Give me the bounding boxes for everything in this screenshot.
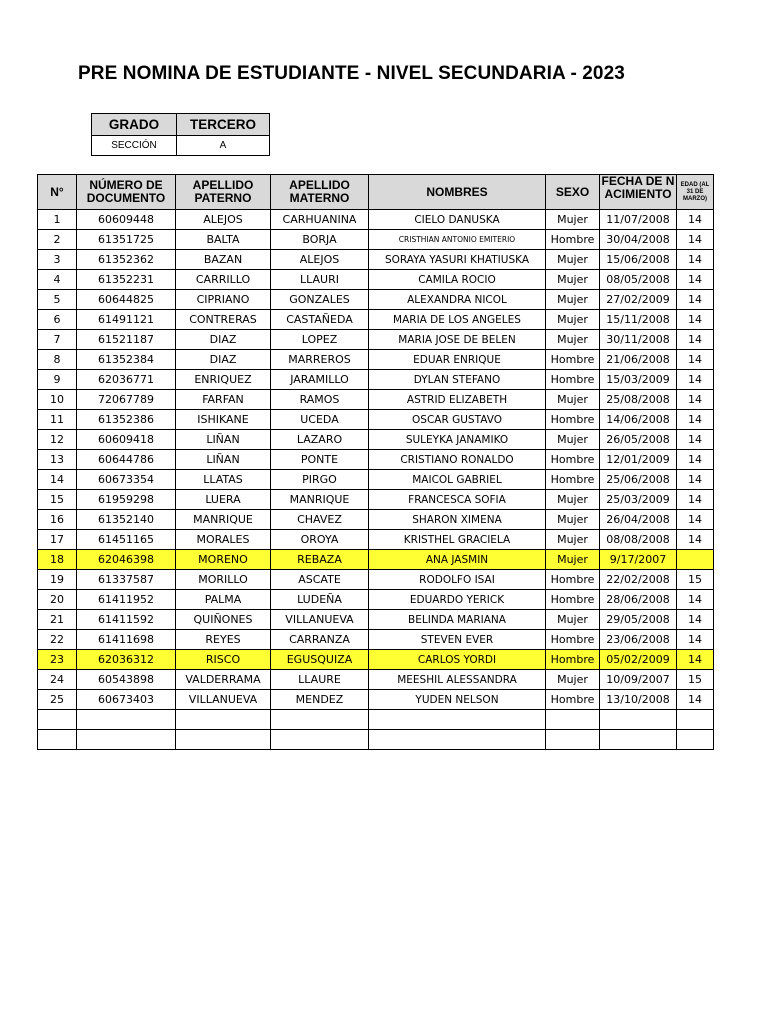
table-row — [38, 270, 714, 290]
header-apellido-paterno: APELLIDO PATERNO — [176, 175, 271, 210]
nombres-cell: DYLAN STEFANO — [369, 370, 546, 390]
document-number-cell: 61521187 — [77, 330, 176, 350]
table-row — [38, 330, 714, 350]
document-number-cell: 60609418 — [77, 430, 176, 450]
apellido-materno-cell: CARHUANINA — [271, 210, 369, 230]
apellido-paterno-cell: BALTA — [176, 230, 271, 250]
fecha-nacimiento-cell: 08/05/2008 — [600, 270, 677, 290]
nombres-cell: ASTRID ELIZABETH — [369, 390, 546, 410]
sexo-cell: Mujer — [546, 270, 600, 290]
table-row — [38, 630, 714, 650]
fecha-nacimiento-cell: 29/05/2008 — [600, 610, 677, 630]
grado-table — [91, 113, 270, 156]
document-number-cell: 72067789 — [77, 390, 176, 410]
apellido-materno-cell: JARAMILLO — [271, 370, 369, 390]
edad-cell: 14 — [677, 510, 714, 530]
nombres-cell — [369, 730, 546, 750]
header-sexo: SEXO — [546, 175, 600, 210]
table-row — [38, 690, 714, 710]
document-number-cell: 61351725 — [77, 230, 176, 250]
fecha-nacimiento-cell: 12/01/2009 — [600, 450, 677, 470]
fecha-nacimiento-cell: 23/06/2008 — [600, 630, 677, 650]
sexo-cell: Hombre — [546, 630, 600, 650]
table-row — [38, 590, 714, 610]
document-number-cell — [77, 710, 176, 730]
row-number-cell: 17 — [38, 530, 77, 550]
table-header-row — [38, 175, 714, 210]
header-documento: NÚMERO DE DOCUMENTO — [77, 175, 176, 210]
edad-cell: 14 — [677, 290, 714, 310]
sexo-cell: Hombre — [546, 230, 600, 250]
apellido-materno-cell: REBAZA — [271, 550, 369, 570]
document-number-cell: 62036771 — [77, 370, 176, 390]
row-number-cell — [38, 730, 77, 750]
nombres-cell — [369, 710, 546, 730]
apellido-materno-cell: LLAURE — [271, 670, 369, 690]
apellido-materno-cell: LLAURI — [271, 270, 369, 290]
edad-cell: 14 — [677, 210, 714, 230]
apellido-materno-cell: PIRGO — [271, 470, 369, 490]
header-fecha-nacimiento: FECHA DE NACIMIENTO — [600, 175, 677, 210]
edad-cell: 14 — [677, 330, 714, 350]
table-row — [38, 410, 714, 430]
table-row — [38, 370, 714, 390]
document-number-cell: 60673354 — [77, 470, 176, 490]
sexo-cell: Mujer — [546, 210, 600, 230]
nombres-cell: KRISTHEL GRACIELA — [369, 530, 546, 550]
row-number-cell: 23 — [38, 650, 77, 670]
fecha-nacimiento-cell: 25/03/2009 — [600, 490, 677, 510]
fecha-nacimiento-cell: 25/06/2008 — [600, 470, 677, 490]
apellido-paterno-cell: LIÑAN — [176, 450, 271, 470]
row-number-cell: 16 — [38, 510, 77, 530]
apellido-materno-cell: MARREROS — [271, 350, 369, 370]
edad-cell — [677, 710, 714, 730]
row-number-cell: 15 — [38, 490, 77, 510]
edad-cell — [677, 550, 714, 570]
sexo-cell: Hombre — [546, 370, 600, 390]
sexo-cell: Mujer — [546, 250, 600, 270]
nombres-cell: SHARON XIMENA — [369, 510, 546, 530]
sexo-cell: Hombre — [546, 450, 600, 470]
edad-cell: 14 — [677, 650, 714, 670]
document-number-cell: 60673403 — [77, 690, 176, 710]
apellido-materno-cell — [271, 730, 369, 750]
document-number-cell: 61959298 — [77, 490, 176, 510]
nombres-cell: YUDEN NELSON — [369, 690, 546, 710]
nombres-cell: CRISTIANO RONALDO — [369, 450, 546, 470]
fecha-nacimiento-cell — [600, 730, 677, 750]
sexo-cell: Mujer — [546, 390, 600, 410]
document-number-cell: 61337587 — [77, 570, 176, 590]
fecha-nacimiento-cell: 30/04/2008 — [600, 230, 677, 250]
table-row — [38, 430, 714, 450]
apellido-materno-cell: LAZARO — [271, 430, 369, 450]
apellido-paterno-cell: MORENO — [176, 550, 271, 570]
row-number-cell: 2 — [38, 230, 77, 250]
edad-cell: 14 — [677, 430, 714, 450]
fecha-nacimiento-cell: 15/03/2009 — [600, 370, 677, 390]
apellido-materno-cell: ALEJOS — [271, 250, 369, 270]
sexo-cell: Hombre — [546, 410, 600, 430]
row-number-cell: 9 — [38, 370, 77, 390]
apellido-paterno-cell: PALMA — [176, 590, 271, 610]
apellido-materno-cell: EGUSQUIZA — [271, 650, 369, 670]
table-row — [38, 310, 714, 330]
sexo-cell: Mujer — [546, 490, 600, 510]
fecha-nacimiento-cell: 08/08/2008 — [600, 530, 677, 550]
table-row — [38, 550, 714, 570]
edad-cell: 14 — [677, 590, 714, 610]
nombres-cell: MARIA DE LOS ANGELES — [369, 310, 546, 330]
apellido-paterno-cell: CARRILLO — [176, 270, 271, 290]
document-number-cell: 61411592 — [77, 610, 176, 630]
apellido-materno-cell: BORJA — [271, 230, 369, 250]
edad-cell: 14 — [677, 610, 714, 630]
apellido-paterno-cell: CONTRERAS — [176, 310, 271, 330]
row-number-cell: 24 — [38, 670, 77, 690]
apellido-paterno-cell: REYES — [176, 630, 271, 650]
row-number-cell: 13 — [38, 450, 77, 470]
table-row — [38, 450, 714, 470]
apellido-paterno-cell: MANRIQUE — [176, 510, 271, 530]
nombres-cell: MAICOL GABRIEL — [369, 470, 546, 490]
apellido-paterno-cell: FARFAN — [176, 390, 271, 410]
apellido-materno-cell: VILLANUEVA — [271, 610, 369, 630]
table-row — [38, 390, 714, 410]
fecha-nacimiento-cell — [600, 710, 677, 730]
sexo-cell: Hombre — [546, 470, 600, 490]
apellido-paterno-cell: QUIÑONES — [176, 610, 271, 630]
fecha-nacimiento-cell: 11/07/2008 — [600, 210, 677, 230]
document-number-cell — [77, 730, 176, 750]
document-number-cell: 61352231 — [77, 270, 176, 290]
fecha-nacimiento-cell: 10/09/2007 — [600, 670, 677, 690]
edad-cell: 14 — [677, 490, 714, 510]
header-apellido-materno: APELLIDO MATERNO — [271, 175, 369, 210]
table-row — [38, 710, 714, 730]
edad-cell: 14 — [677, 390, 714, 410]
apellido-materno-cell: ASCATE — [271, 570, 369, 590]
nombres-cell: CIELO DANUSKA — [369, 210, 546, 230]
sexo-cell: Hombre — [546, 570, 600, 590]
row-number-cell: 10 — [38, 390, 77, 410]
apellido-paterno-cell: LIÑAN — [176, 430, 271, 450]
header-n: N° — [38, 175, 77, 210]
table-row — [38, 290, 714, 310]
document-number-cell: 61451165 — [77, 530, 176, 550]
sexo-cell: Mujer — [546, 610, 600, 630]
nombres-cell: CARLOS YORDI — [369, 650, 546, 670]
table-row — [38, 250, 714, 270]
row-number-cell: 20 — [38, 590, 77, 610]
sexo-cell: Mujer — [546, 310, 600, 330]
apellido-materno-cell: RAMOS — [271, 390, 369, 410]
table-row — [38, 230, 714, 250]
apellido-paterno-cell — [176, 710, 271, 730]
edad-cell: 14 — [677, 250, 714, 270]
apellido-materno-cell: CHAVEZ — [271, 510, 369, 530]
row-number-cell: 11 — [38, 410, 77, 430]
document-number-cell: 60644786 — [77, 450, 176, 470]
nombres-cell: EDUAR ENRIQUE — [369, 350, 546, 370]
document-number-cell: 61352386 — [77, 410, 176, 430]
document-number-cell: 60543898 — [77, 670, 176, 690]
fecha-nacimiento-cell: 26/04/2008 — [600, 510, 677, 530]
edad-cell: 15 — [677, 670, 714, 690]
seccion-value: A — [177, 136, 270, 156]
edad-cell: 14 — [677, 410, 714, 430]
grado-value: TERCERO — [177, 114, 270, 136]
fecha-nacimiento-cell: 13/10/2008 — [600, 690, 677, 710]
fecha-nacimiento-cell: 25/08/2008 — [600, 390, 677, 410]
edad-cell: 14 — [677, 350, 714, 370]
document-number-cell: 61352384 — [77, 350, 176, 370]
nombres-cell: EDUARDO YERICK — [369, 590, 546, 610]
nombres-cell: CRISTHIAN ANTONIO EMITERIO — [369, 230, 546, 250]
nombres-cell: OSCAR GUSTAVO — [369, 410, 546, 430]
apellido-paterno-cell: DIAZ — [176, 350, 271, 370]
edad-cell: 14 — [677, 690, 714, 710]
table-row — [38, 730, 714, 750]
apellido-paterno-cell: MORALES — [176, 530, 271, 550]
nombres-cell: SULEYKA JANAMIKO — [369, 430, 546, 450]
row-number-cell: 19 — [38, 570, 77, 590]
nombres-cell: CAMILA ROCIO — [369, 270, 546, 290]
edad-cell: 14 — [677, 450, 714, 470]
document-number-cell: 60644825 — [77, 290, 176, 310]
sexo-cell: Hombre — [546, 650, 600, 670]
document-number-cell: 62046398 — [77, 550, 176, 570]
table-row — [38, 510, 714, 530]
fecha-nacimiento-cell: 9/17/2007 — [600, 550, 677, 570]
sexo-cell: Hombre — [546, 350, 600, 370]
edad-cell: 14 — [677, 370, 714, 390]
nombres-cell: SORAYA YASURI KHATIUSKA — [369, 250, 546, 270]
apellido-paterno-cell: VALDERRAMA — [176, 670, 271, 690]
sexo-cell: Mujer — [546, 550, 600, 570]
apellido-paterno-cell: ENRIQUEZ — [176, 370, 271, 390]
sexo-cell: Hombre — [546, 690, 600, 710]
document-number-cell: 61352140 — [77, 510, 176, 530]
row-number-cell: 25 — [38, 690, 77, 710]
apellido-paterno-cell: LUERA — [176, 490, 271, 510]
fecha-nacimiento-cell: 22/02/2008 — [600, 570, 677, 590]
edad-cell: 14 — [677, 470, 714, 490]
apellido-paterno-cell: LLATAS — [176, 470, 271, 490]
edad-cell: 14 — [677, 270, 714, 290]
table-row — [38, 670, 714, 690]
row-number-cell: 5 — [38, 290, 77, 310]
fecha-nacimiento-cell: 26/05/2008 — [600, 430, 677, 450]
edad-cell: 14 — [677, 530, 714, 550]
header-edad: EDAD (AL 31 DE MARZO) — [677, 175, 714, 210]
edad-cell: 14 — [677, 310, 714, 330]
nombres-cell: MEESHIL ALESSANDRA — [369, 670, 546, 690]
fecha-nacimiento-cell: 27/02/2009 — [600, 290, 677, 310]
nombres-cell: BELINDA MARIANA — [369, 610, 546, 630]
row-number-cell: 14 — [38, 470, 77, 490]
apellido-paterno-cell — [176, 730, 271, 750]
table-row — [38, 470, 714, 490]
nombres-cell: ANA JASMIN — [369, 550, 546, 570]
apellido-materno-cell: MANRIQUE — [271, 490, 369, 510]
apellido-paterno-cell: RISCO — [176, 650, 271, 670]
fecha-nacimiento-cell: 14/06/2008 — [600, 410, 677, 430]
fecha-nacimiento-cell: 15/11/2008 — [600, 310, 677, 330]
sexo-cell: Mujer — [546, 670, 600, 690]
fecha-nacimiento-cell: 05/02/2009 — [600, 650, 677, 670]
sexo-cell: Mujer — [546, 510, 600, 530]
fecha-nacimiento-cell: 28/06/2008 — [600, 590, 677, 610]
edad-cell — [677, 730, 714, 750]
table-row — [38, 650, 714, 670]
table-row — [38, 490, 714, 510]
apellido-paterno-cell: VILLANUEVA — [176, 690, 271, 710]
table-row — [38, 350, 714, 370]
apellido-materno-cell: PONTE — [271, 450, 369, 470]
apellido-materno-cell: UCEDA — [271, 410, 369, 430]
apellido-materno-cell — [271, 710, 369, 730]
sexo-cell: Mujer — [546, 330, 600, 350]
apellido-materno-cell: GONZALES — [271, 290, 369, 310]
row-number-cell: 8 — [38, 350, 77, 370]
fecha-nacimiento-cell: 30/11/2008 — [600, 330, 677, 350]
edad-cell: 14 — [677, 230, 714, 250]
apellido-materno-cell: OROYA — [271, 530, 369, 550]
sexo-cell — [546, 710, 600, 730]
sexo-cell: Mujer — [546, 530, 600, 550]
nombres-cell: MARIA JOSE DE BELEN — [369, 330, 546, 350]
document-number-cell: 61491121 — [77, 310, 176, 330]
page-title: PRE NOMINA DE ESTUDIANTE - NIVEL SECUNDARIA - 2023 — [78, 63, 625, 84]
nombres-cell: RODOLFO ISAI — [369, 570, 546, 590]
document-number-cell: 61411952 — [77, 590, 176, 610]
row-number-cell: 3 — [38, 250, 77, 270]
apellido-paterno-cell: DIAZ — [176, 330, 271, 350]
header-nombres: NOMBRES — [369, 175, 546, 210]
students-table — [37, 174, 714, 750]
fecha-nacimiento-cell: 21/06/2008 — [600, 350, 677, 370]
apellido-materno-cell: LOPEZ — [271, 330, 369, 350]
document-number-cell: 62036312 — [77, 650, 176, 670]
edad-cell: 14 — [677, 630, 714, 650]
apellido-paterno-cell: CIPRIANO — [176, 290, 271, 310]
sexo-cell — [546, 730, 600, 750]
edad-cell: 15 — [677, 570, 714, 590]
row-number-cell: 7 — [38, 330, 77, 350]
apellido-paterno-cell: ALEJOS — [176, 210, 271, 230]
nombres-cell: STEVEN EVER — [369, 630, 546, 650]
row-number-cell: 4 — [38, 270, 77, 290]
apellido-materno-cell: CASTAÑEDA — [271, 310, 369, 330]
document-number-cell: 61352362 — [77, 250, 176, 270]
seccion-label: SECCIÓN — [92, 136, 177, 156]
grado-label: GRADO — [92, 114, 177, 136]
fecha-nacimiento-cell: 15/06/2008 — [600, 250, 677, 270]
apellido-materno-cell: CARRANZA — [271, 630, 369, 650]
row-number-cell: 6 — [38, 310, 77, 330]
apellido-paterno-cell: BAZAN — [176, 250, 271, 270]
table-row — [38, 570, 714, 590]
nombres-cell: FRANCESCA SOFIA — [369, 490, 546, 510]
row-number-cell: 12 — [38, 430, 77, 450]
table-row — [38, 210, 714, 230]
sexo-cell: Hombre — [546, 590, 600, 610]
sexo-cell: Mujer — [546, 430, 600, 450]
apellido-materno-cell: LUDEÑA — [271, 590, 369, 610]
apellido-paterno-cell: MORILLO — [176, 570, 271, 590]
row-number-cell — [38, 710, 77, 730]
row-number-cell: 1 — [38, 210, 77, 230]
document-number-cell: 60609448 — [77, 210, 176, 230]
table-row — [38, 610, 714, 630]
apellido-paterno-cell: ISHIKANE — [176, 410, 271, 430]
nombres-cell: ALEXANDRA NICOL — [369, 290, 546, 310]
document-number-cell: 61411698 — [77, 630, 176, 650]
table-row — [38, 530, 714, 550]
row-number-cell: 18 — [38, 550, 77, 570]
row-number-cell: 22 — [38, 630, 77, 650]
row-number-cell: 21 — [38, 610, 77, 630]
apellido-materno-cell: MENDEZ — [271, 690, 369, 710]
sexo-cell: Mujer — [546, 290, 600, 310]
